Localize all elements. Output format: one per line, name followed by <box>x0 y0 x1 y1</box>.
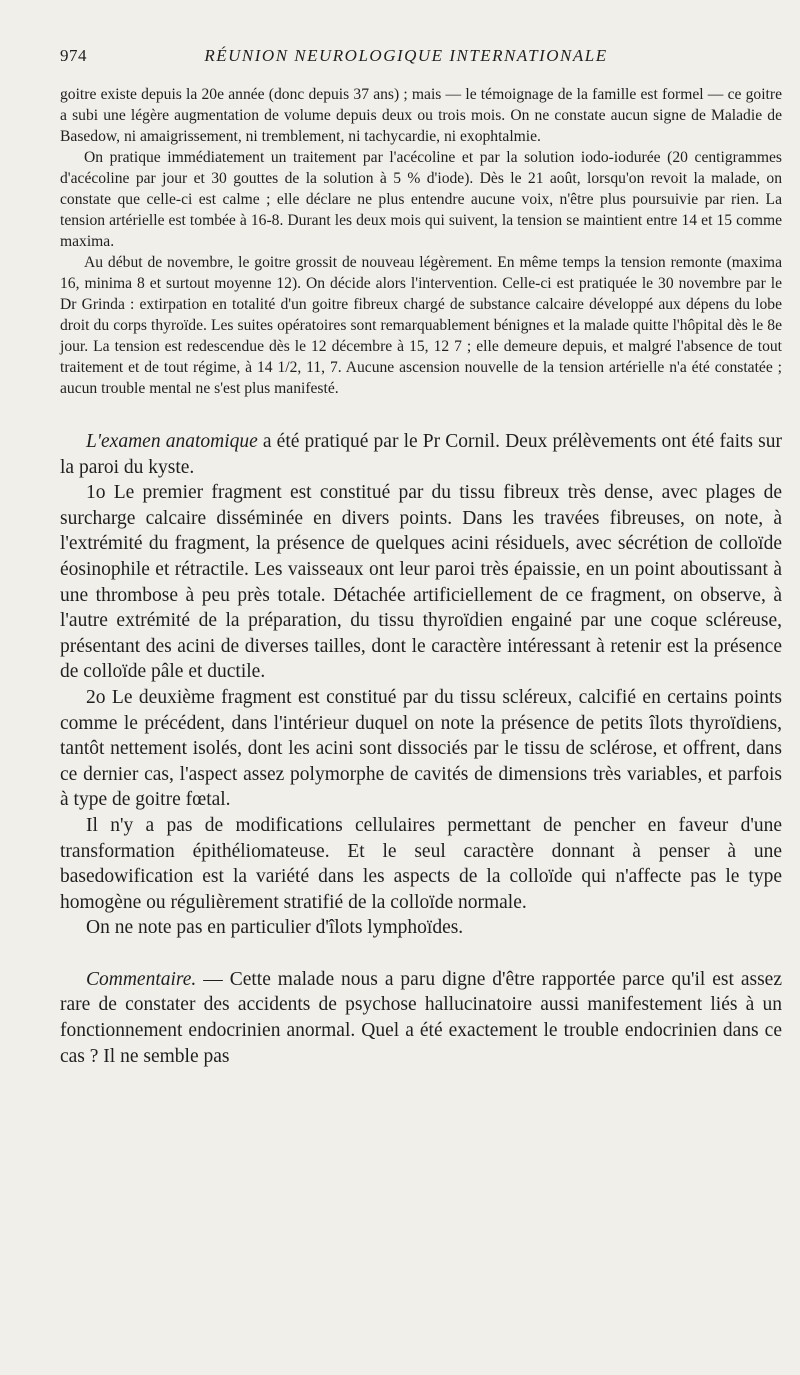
comment-lead: Commentaire. <box>86 968 197 990</box>
exam-text: a été pratiqué par le Pr Cornil. Deux prélèvements ont été faits sur la paroi du kyste. <box>60 431 782 478</box>
exam-lead: L'examen anatomique <box>86 431 258 452</box>
case-paragraph: goitre existe depuis la 20e année (donc depuis 37 ans) ; mais — le témoignage de la famille est formel — ce goitre a subi une légère augmentation de volume depuis deux ou trois mois. On ne constate aucun signe de Maladie de Basedow, ni amaigrissement, ni tremblement, ni tachycardie, ni exophtalmie. <box>60 86 782 145</box>
page-number: 974 <box>60 46 87 65</box>
anatomy-section <box>60 429 782 1069</box>
comment-paragraph <box>60 967 782 1069</box>
running-title: RÉUNION NEUROLOGIQUE INTERNATIONALE <box>204 46 608 65</box>
case-history <box>60 84 782 399</box>
fragment-paragraph: 2o Le deuxième fragment est constitué par du tissu scléreux, calcifié en certains points comme le précédent, dans l'intérieur duquel on note la présence de petits îlots thyroïdiens, tantôt nettement isolés, dont les acini sont dissociés par le tissu de sclérose, et offrent, dans ce dernier cas, l'aspect assez polymorphe de cavités de dimensions très variables, et parfois à type de goitre fœtal. <box>60 686 782 811</box>
exam-intro <box>60 429 782 480</box>
conclusion-paragraph: Il n'y a pas de modifications cellulaires permettant de pencher en faveur d'une transformation épithéliomateuse. Et le seul caractère donnant à penser à une basedowification est la variété dans les aspects de la colloïde qui n'affecte pas le type homogène ou régulièrement stratifié de la colloïde normale. <box>60 814 782 913</box>
comment-text: — Cette malade nous a paru digne d'être rapportée parce qu'il est assez rare de constater des accidents de psychose hallucinatoire aussi manifestement liés à un fonctionnement endocrinien anormal. Quel a été exactement le trouble endocrinien dans ce cas ? Il ne semble pas <box>60 968 782 1067</box>
page-body <box>60 84 782 1069</box>
conclusion-paragraph: On ne note pas en particulier d'îlots lymphoïdes. <box>86 917 464 939</box>
fragment-paragraph: 1o Le premier fragment est constitué par du tissu fibreux très dense, avec plages de surcharge calcaire disséminée en divers points. Dans les travées fibreuses, on note, à l'extrémité du fragment, la présence de quelques acini résiduels, avec sécrétion de colloïde éosinophile et rétractile. Les vaisseaux ont leur paroi très épaissie, en un point aboutissant à une thrombose à peu près totale. Détachée artificiellement de ce fragment, on observe, à l'autre extrémité de la préparation, du tissu thyroïdien engainé par une coque scléreuse, présentant des acini de diverses tailles, dont le caractère intéressant à retenir est la présence de colloïde pâle et ductile. <box>60 482 782 683</box>
page-header <box>60 46 752 68</box>
case-paragraph: On pratique immédiatement un traitement par l'acécoline et par la solution iodo-iodurée (20 centigrammes d'acécoline par jour et 30 gouttes de la solution à 5 % d'iode). Dès le 21 août, lorsqu'on revoit la malade, on constate que celle-ci est calme ; elle déclare ne plus entendre aucune voix, n'être plus poursuivie par rien. La tension artérielle est tombée à 16-8. Durant les deux mois qui suivent, la tension se maintient entre 14 et 15 comme maxima. <box>60 149 782 250</box>
case-paragraph: Au début de novembre, le goitre grossit de nouveau légèrement. En même temps la tension remonte (maxima 16, minima 8 et surtout moyenne 12). On décide alors l'intervention. Celle-ci est pratiquée le 30 novembre par le Dr Grinda : extirpation en totalité d'un goitre fibreux chargé de substance calcaire développé aux dépens du lobe droit du corps thyroïde. Les suites opératoires sont remarquablement bénignes et la malade quitte l'hôpital dès le 8e jour. La tension est redescendue dès le 12 décembre à 15, 12 7 ; elle demeure depuis, et malgré l'absence de tout traitement et de tout régime, à 14 1/2, 11, 7. Aucune ascension nouvelle de la tension artérielle n'a été constatée ; aucun trouble mental ne s'est plus manifesté. <box>60 254 782 397</box>
